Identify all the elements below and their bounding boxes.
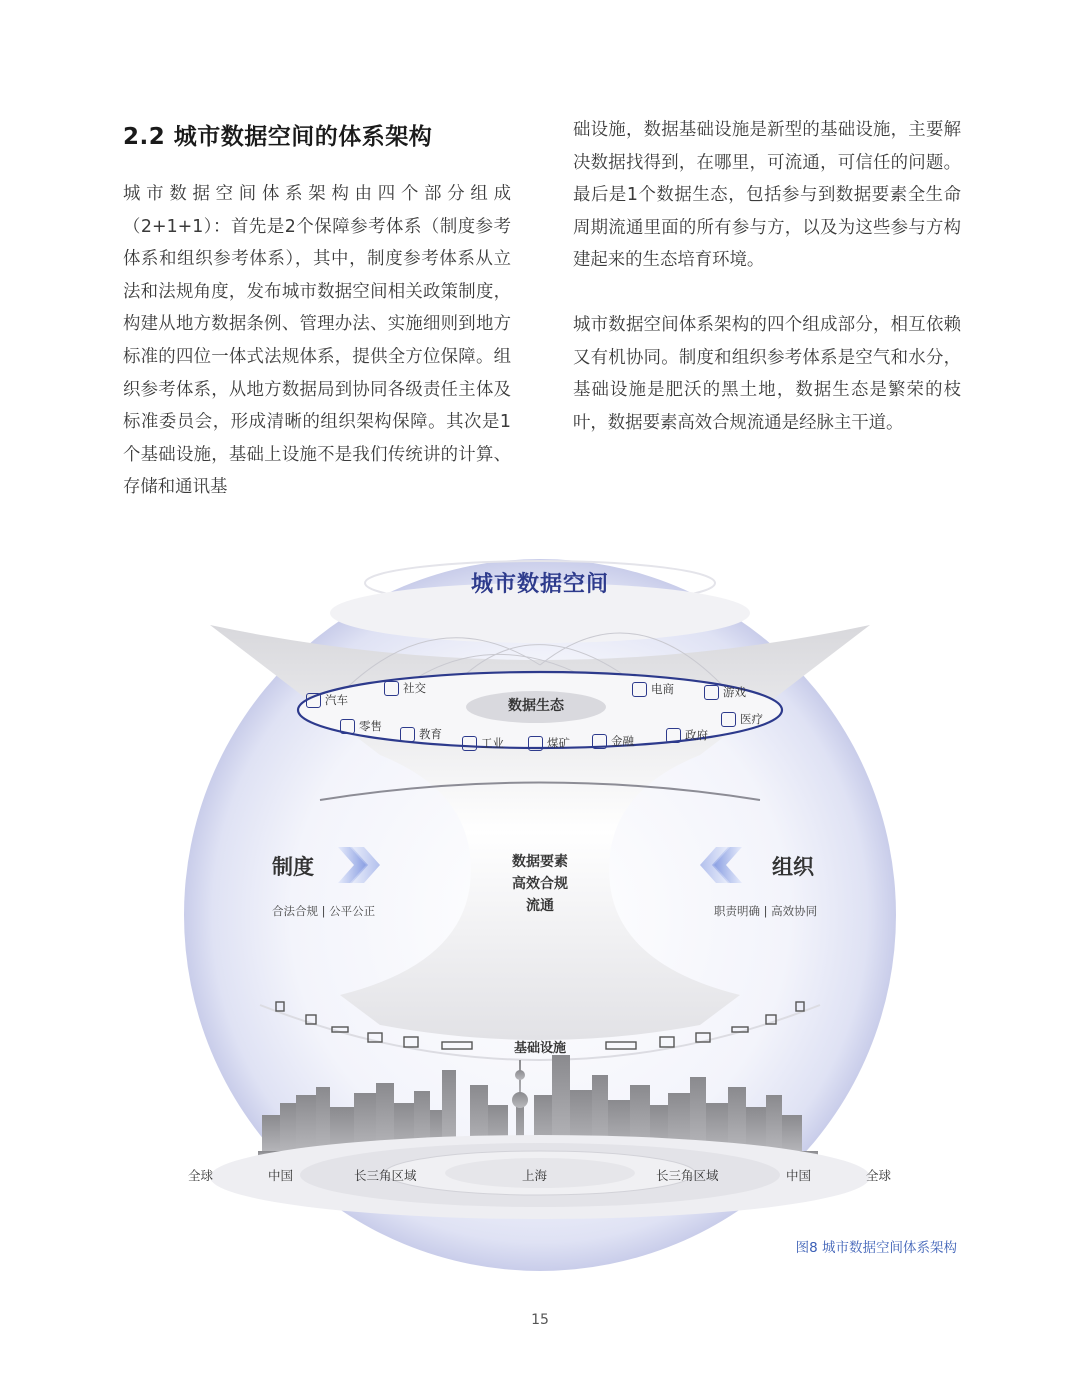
tag-coal: 煤矿 <box>528 735 570 751</box>
ring-label-china-left: 中国 <box>268 1168 294 1183</box>
tag-education: 教育 <box>400 726 442 742</box>
government-icon <box>666 728 681 743</box>
finance-icon <box>592 734 607 749</box>
section-heading: 2.2 城市数据空间的体系架构 <box>123 124 433 150</box>
tag-government: 政府 <box>666 727 708 743</box>
left-column <box>123 178 511 504</box>
ring-label-yrd-left: 长三角区域 <box>354 1168 417 1183</box>
infrastructure-title: 基础设施 <box>513 1041 566 1056</box>
left-title: 制度 <box>272 855 314 879</box>
retail-icon <box>340 719 355 734</box>
medical-icon <box>721 712 736 727</box>
tag-medical: 医疗 <box>721 711 763 727</box>
right-paragraph-2: 城市数据空间体系架构的四个组成部分，相互依赖又有机协同。制度和组织参考体系是空气和水分，基础设施是肥沃的黑土地，数据生态是繁荣的枝叶，数据要素高效合规流通是经脉主干道。 <box>573 314 961 433</box>
factory-icon <box>462 736 477 751</box>
right-paragraph-1: 础设施，数据基础设施是新型的基础设施，主要解决数据找得到，在哪里，可流通，可信任的问题。最后是1个数据生态，包括参与到数据要素全生命周期流通里面的所有参与方，以及为这些参与方构建起来的生态培育环境。 <box>573 120 961 271</box>
social-icon <box>384 681 399 696</box>
left-paragraph: 城市数据空间体系架构由四个部分组成（2+1+1）：首先是2个保障参考体系（制度参考体系和组织参考体系），其中，制度参考体系从立法和法规角度，发布城市数据空间相关政策制度，构建从地方数据条例、管理办法、实施细则到地方标准的四位一体式法规体系，提供全方位保障。组织参考体系，从地方数据局到协同各级责任主体及标准委员会，形成清晰的组织架构保障。其次是1个基础设施，基础上设施不是我们传统讲的计算、存储和通讯基 <box>123 184 511 498</box>
mine-icon <box>528 736 543 751</box>
ecosystem-title: 数据生态 <box>508 698 564 714</box>
tag-ecommerce: 电商 <box>632 681 674 697</box>
education-icon <box>400 727 415 742</box>
figure-caption: 图8 城市数据空间体系架构 <box>795 1240 957 1256</box>
right-title: 组织 <box>772 855 814 879</box>
page-number: 15 <box>531 1312 549 1328</box>
ring-label-global-left: 全球 <box>188 1168 214 1183</box>
right-column <box>573 114 961 439</box>
ring-label-china-right: 中国 <box>786 1168 812 1183</box>
ring-label-global-right: 全球 <box>866 1168 892 1183</box>
gamepad-icon <box>704 685 719 700</box>
left-subtitle: 合法合规 | 公平公正 <box>272 904 376 918</box>
car-icon <box>306 693 321 708</box>
ring-label-shanghai: 上海 <box>522 1168 548 1183</box>
ring-label-yrd-right: 长三角区域 <box>656 1168 719 1183</box>
tag-social: 社交 <box>384 680 426 696</box>
tag-finance: 金融 <box>592 733 634 749</box>
architecture-figure <box>180 555 900 1275</box>
tag-industry: 工业 <box>462 735 504 751</box>
tag-retail: 零售 <box>340 718 382 734</box>
center-flow-text: 数据要素 高效合规 流通 <box>512 854 568 914</box>
tag-game: 游戏 <box>704 684 746 700</box>
figure-title: 城市数据空间 <box>470 572 609 597</box>
right-subtitle: 职责明确 | 高效协同 <box>714 904 818 918</box>
cart-icon <box>632 682 647 697</box>
tag-car: 汽车 <box>306 692 348 708</box>
